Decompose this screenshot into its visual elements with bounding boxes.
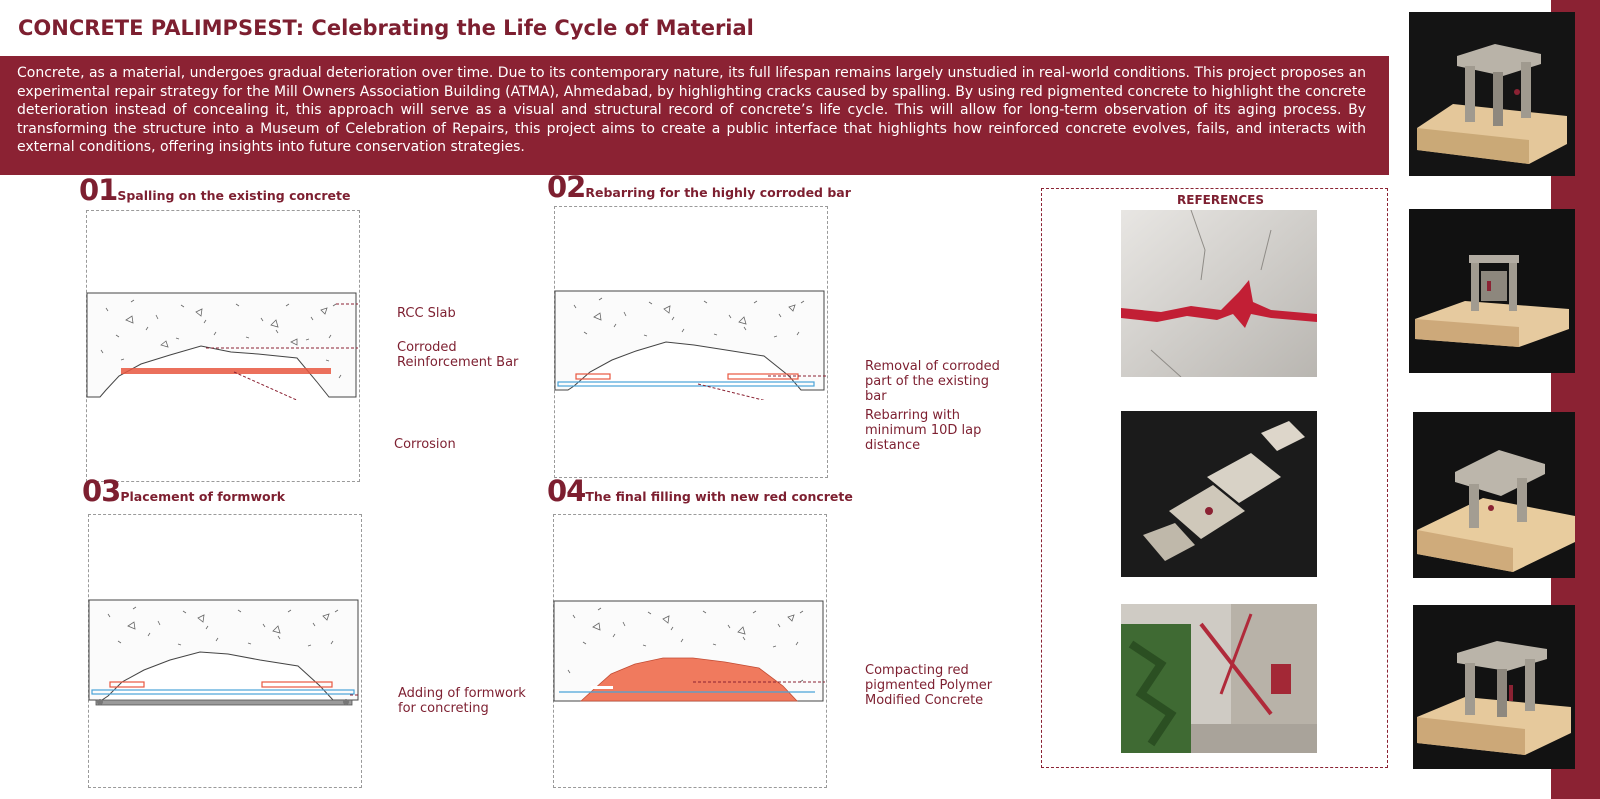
- model-photo-2: [1409, 209, 1575, 373]
- step-02-section-drawing: [554, 290, 826, 400]
- step-01-label-corroded-bar: Corroded Reinforcement Bar: [397, 340, 519, 370]
- page-title: CONCRETE PALIMPSEST: Celebrating the Life Cycle of Material: [18, 16, 754, 40]
- reference-photo-tiles-on-dark: [1121, 411, 1317, 577]
- step-03-number: 03: [82, 474, 121, 508]
- model-photo-1: [1409, 12, 1575, 176]
- step-03-label-formwork: Adding of formwork for concreting: [398, 686, 526, 716]
- step-01-label-rcc-slab: RCC Slab: [397, 306, 456, 321]
- step-04-section-drawing: [553, 600, 825, 705]
- step-01-number: 01: [79, 173, 118, 207]
- step-04-heading: [547, 474, 853, 508]
- description-band: [0, 56, 1389, 175]
- step-01-title: Spalling on the existing concrete: [117, 188, 351, 203]
- step-02-label-removal: Removal of corroded part of the existing bar: [865, 359, 1000, 404]
- step-01-section-drawing: [86, 290, 358, 400]
- step-02-heading: [547, 170, 851, 204]
- project-description: Concrete, as a material, undergoes gradual deterioration over time. Due to its contemporary nature, its full lifespan remains largely unstudied in real-world conditions. This project proposes an experimental repair strategy for the Mill Owners Association Building (ATMA), Ahmedabad, by highlighting cracks caused by spalling. By using red pigmented concrete to highlight the concrete deterioration instead of concealing it, this approach will serve as a visual and structural record of concrete’s life cycle. This will allow for long-term observation of its aging process. By transforming the structure into a Museum of Celebration of Repairs, this project aims to create a public interface that highlights how reinforced concrete evolves, fails, and interacts with external conditions, offering insights into future conservation strategies.: [17, 65, 1366, 156]
- step-02-title: Rebarring for the highly corroded bar: [585, 185, 851, 200]
- reference-photo-atrium-render: [1121, 604, 1317, 753]
- step-03-title: Placement of formwork: [120, 489, 286, 504]
- reference-photo-cracked-tile: [1121, 210, 1317, 377]
- step-03-section-drawing: [88, 598, 360, 713]
- step-03-heading: [82, 474, 285, 508]
- model-photo-3: [1413, 412, 1575, 578]
- references-label: REFERENCES: [1177, 193, 1264, 207]
- step-04-title: The final filling with new red concrete: [585, 489, 853, 504]
- step-04-label-red-concrete: Compacting red pigmented Polymer Modified Concrete: [865, 663, 993, 708]
- step-04-number: 04: [547, 474, 586, 508]
- step-02-number: 02: [547, 170, 586, 204]
- step-01-heading: [79, 173, 350, 207]
- model-photo-4: [1413, 605, 1575, 769]
- step-01-label-corrosion: Corrosion: [394, 437, 456, 452]
- step-02-label-rebarring: Rebarring with minimum 10D lap distance: [865, 408, 982, 453]
